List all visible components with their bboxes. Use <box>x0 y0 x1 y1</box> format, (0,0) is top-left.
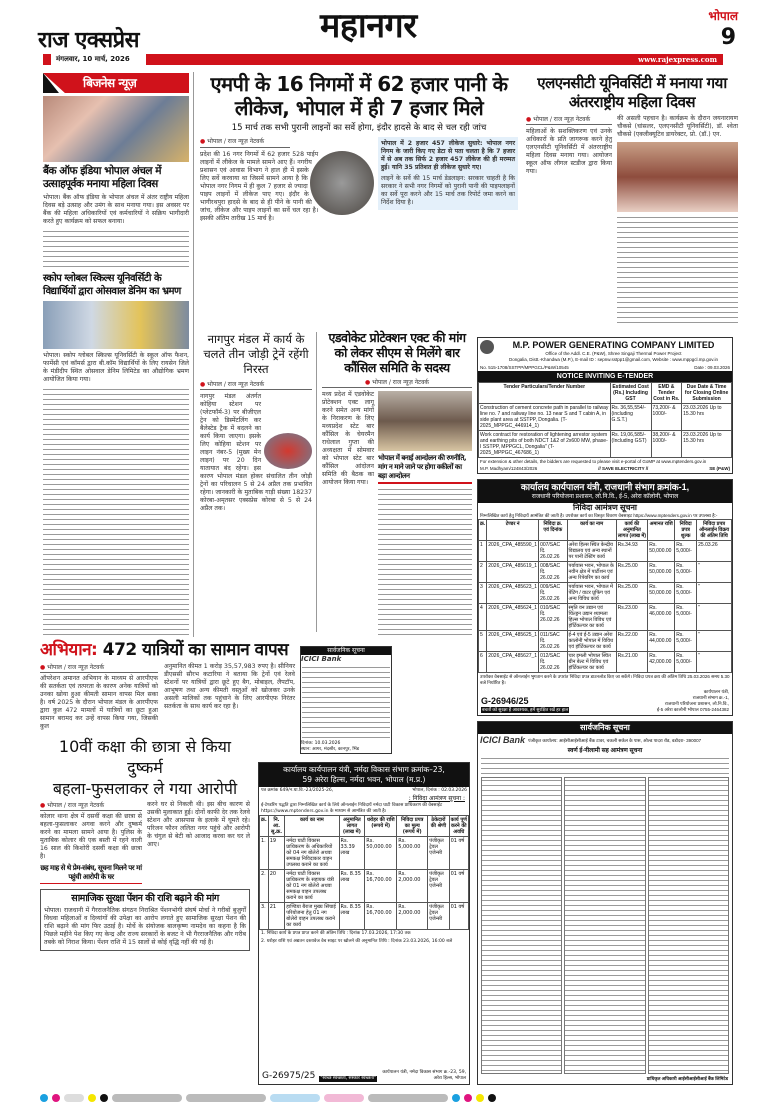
tender-table <box>478 382 732 458</box>
lnct-story <box>526 74 738 326</box>
madhyam-ref: M.P. Madhyam/124843/2026 <box>480 466 538 471</box>
ad-code: G-26946/25 <box>481 696 529 706</box>
cell: Rs. 50,000.00 <box>648 541 675 562</box>
tender-table <box>478 519 732 673</box>
icici-gold-auction-ad <box>477 721 733 1085</box>
ad-header: सार्वजनिक सूचना <box>478 722 732 734</box>
nagpur-body: नागपुर मंडल अंतर्गत कोहिया स्टेशन पर (प्लेटफॉर्म-3) पर बीजीएल ट्रेन को डिस्मेंटलिंग कर बैलेस्टेड ट्रैक में बदलने का कार्य किया जाएगा। इसके लिए कोहिया स्टेशन पर लाइन नंबर-5 (मुख्य मेन लाइन) पर 20 दिन यातायात बंद रहेगा। इस कारण भोपाल मंडल होकर संचालित तीन जोड़ी ट्रेनों का परिचालन 5 से 24 अप्रैल तक प्रभावित रहेगा। जानकारी के मुताबिक गाड़ी संख्या 18237 कोरबा-अमृतसर एक्सप्रेस कोरबा से 5 से 24 अप्रैल तक। <box>200 393 312 512</box>
col-header: अमानत राशि <box>648 520 675 541</box>
col-header: निविदा प्रपत्र ऑनलाईन विक्रय की अंतिम तिथि <box>697 520 732 541</box>
tender-table <box>259 815 469 930</box>
headline-prefix: अभियान: <box>40 640 98 660</box>
table-row <box>479 431 732 458</box>
crime-story <box>40 736 250 884</box>
cell: Rs. 5,000/- <box>675 562 697 583</box>
text-block <box>378 487 472 636</box>
cell: Rs.34.93 <box>616 541 648 562</box>
lnct-headline: एलएनसीटी यूनिवर्सिटी में मनाया गया अंतरराष्ट्रीय महिला दिवस <box>537 74 727 111</box>
nagpur-headline: नागपुर मंडल में कार्य के चलते तीन जोड़ी ट्रेनें रहेंगी निरस्त <box>203 332 309 376</box>
cell: 2 <box>479 562 487 583</box>
ref-number: पत्र क्रमांक 649/न.घा.वि.-23/2025-26, <box>261 788 334 793</box>
cell: 01 वर्ष <box>449 837 468 870</box>
byline: ● भोपाल / राज न्यूज़ नेटवर्क <box>40 663 158 673</box>
cell: 4 <box>479 604 487 631</box>
office-line: Office of the Addl. C.E. (P&W), Shree Singaji Thermal Power Project <box>545 351 682 356</box>
cell: Rs. 19,06,585/- (Including GST) <box>610 431 651 458</box>
advocate-body: मध्य प्रदेश में एडवोकेट प्रोटेक्शन एक्ट लागू करने समेत अन्य मांगों के निराकरण के लिए मध्यप्रदेश स्टेट बार कौंसिल के चेयरमैन राधेलाल गुप्ता की अध्यक्षता में सोमवार को भोपाल स्टेट बार कौंसिल आंदोलन समिति की बैठक का आयोजन किया गया। <box>322 391 374 486</box>
signatory: राजधानी संभाग क्र.-1, <box>692 695 729 700</box>
cell: 01 वर्ष <box>449 903 468 930</box>
col-header: क्र. <box>479 520 487 541</box>
notice-address: राजधानी परियोजना प्रशासन, लो.नि.वि., ई-5, अरेरा कॉलोनी, भोपाल <box>531 494 679 500</box>
col-header: टेण्डर नं <box>487 520 539 541</box>
text-block <box>43 229 189 269</box>
icici-logo: ICICI Bank <box>480 735 526 745</box>
cell: Rs.22.00 <box>616 631 648 652</box>
cell: पर्यावास भवन, भोपाल के नवीन क्षेत्र में पार्टीशन एवं अन्य रिपेयरिंग का कार्य <box>567 562 616 583</box>
cell: 012/SAC दि. 26.02.26 <box>539 652 567 673</box>
footer-note: For extension & other details, the bidders are requested to please visit e-portal of GoMP at www.mptenders.gov.in <box>480 459 707 464</box>
office-line: पंजीकृत कार्यालय: आईसीआईसीआई बैंक टावर, चकली सर्कल के पास, ओल्ड पादरा रोड, वडोदरा- 390007 <box>528 737 702 743</box>
cell: पंजीकृत ट्रेवल एजेन्सी <box>428 837 449 870</box>
cell: Rs. 5,000/- <box>675 604 697 631</box>
cell: Rs. 2,000.00 <box>397 903 428 930</box>
col-header: ठेकेदारों की श्रेणी <box>428 816 449 837</box>
lnct-body-cont: की असली पहचान है। कार्यक्रम के दौरान जयनारायण चौकसे (चांसलर, एलएनसीटी यूनिवर्सिटी), डॉ. श्वेता चौकसे (एक्जीक्यूटिव डायरेक्टर, प्रो. (डॉ.) एन. <box>617 115 738 138</box>
cell: 38,200/- & 1000/- <box>651 431 682 458</box>
cell: स्मृति वन उद्यान एवं चिल्ड्रन उद्यान श्यामला हिल्स भोपाल विविध एवं हॉर्टिकल्चर का कार्य <box>567 604 616 631</box>
tagline: "स्वच्छ स्वच्छता, संस्कार स्वच्छता" <box>320 1076 377 1081</box>
sidebar-point: लाइनें के सर्वे की 15 मार्च डेडलाइन: सरकार चाहती है कि सरकार ने सभी नगर निगमों को पुरानी पानी की पाइपलाइनों का सर्वे पूरा करने और 15 मार्च तक रिपोर्ट जमा करने का निर्देश दिया है। <box>381 175 515 206</box>
abhiyan-body: अनुमानित कीमत 1 करोड़ 35,57,983 रुपए है। सीनियर डीएससी सौरभ कटारिया ने बताया कि ट्रेनों एवं रेलवे स्टेशनों पर यात्रियों द्वारा छूटे हुए बैग, मोबाइल, लैपटॉप, आभूषण तथा अन्य कीमती वस्तुओं को खोजकर उनके असली मालिकों तक पहुंचाने के लिए आरपीएफ निरंतर सतर्कता के साथ कार्य कर रहा है। <box>164 663 295 710</box>
signatory: SE (P&W) <box>709 466 730 471</box>
col-header: Estimated Cost (Rs.) Including GST <box>610 383 651 404</box>
mppgcl-logo-icon <box>480 340 494 354</box>
cell: पंजीकृत ट्रेवल एजेन्सी <box>428 870 449 903</box>
crime-body: कोलार थाना क्षेत्र में दसवीं कक्षा की छात्रा से बहला-फुसलाकर अगवा करने और दुष्कर्म करने का मामला सामने आया है। पुलिस के मुताबिक कोलार की एक बस्ती में रहने वाली 16 साल की किशोरी दसवीं कक्षा की छात्रा है। <box>40 813 142 860</box>
cell: Rs. 50,000.00 <box>365 837 397 870</box>
cell: Rs.25.00 <box>616 562 648 583</box>
advocate-headline: एडवोकेट प्रोटेक्शन एक्ट की मांग को लेकर सीएम से मिलेंगे बार कौंसिल समिति के सदस्य <box>328 330 466 375</box>
nagpur-story <box>200 332 312 513</box>
col-header: नि. आ. सू.क्र. <box>268 816 285 837</box>
cell: 2026_CPA_485624_1 <box>487 604 539 631</box>
cell: 009/SAC दि. 26.02.26 <box>539 583 567 604</box>
company-name: M.P. POWER GENERATING COMPANY LIMITED <box>512 340 715 350</box>
byline: ● भोपाल / राज न्यूज़ नेटवर्क <box>322 378 472 388</box>
notice-intro: निम्नलिखित कार्य हेतु निविदायें आमंत्रित की जाती है। उपरोक्त कार्य का विस्तृत विवरण वेबसाइट https://www.mptenders.gov.in पर उपलब्ध है:- <box>480 513 718 518</box>
cell: Rs. 50,000.00 <box>648 562 675 583</box>
cell: 1. <box>260 837 269 870</box>
narmada-tender-ad <box>258 762 470 1085</box>
lnct-body: महिलाओं के सशक्तिकरण एवं उनके अधिकारों के प्रति जागरूक करने हेतु एलएनसीटी यूनिवर्सिटी में अंतरराष्ट्रीय महिला दिवस मनाया गया। आयोजन स्कूल ऑफ लीगल स्टडीज द्वारा किया गया। <box>526 128 612 175</box>
icici-logo: ICICI Bank <box>301 655 342 663</box>
col-header: कार्य का नाम <box>567 520 616 541</box>
abhiyan-headline <box>40 640 295 661</box>
cell: 2. <box>260 870 269 903</box>
headline-line: बहला-फुसलाकर ले गया आरोपी <box>52 779 238 798</box>
text-block <box>43 387 189 636</box>
pension-headline: सामाजिक सुरक्षा पेंशन की राशि बढ़ाने की मांग <box>71 893 219 904</box>
lead-sidebar-box <box>378 137 518 210</box>
notice-title: NOTICE INVITING E-TENDER <box>478 371 732 382</box>
cell: Rs.25.00 <box>616 583 648 604</box>
col-header: Tender Particulars/Tender Number <box>479 383 611 404</box>
article-title: बैंक ऑफ इंडिया भोपाल अंचल में उत्साहपूर्वक मनाया महिला दिवस <box>43 165 161 190</box>
headline-line: 10वीं कक्षा की छात्रा से किया दुष्कर्म <box>58 737 232 777</box>
header-bar <box>146 54 723 65</box>
headline-text: 472 यात्रियों का सामान वापस <box>102 640 289 660</box>
cell: Rs. 5,000/- <box>675 631 697 652</box>
table-row <box>479 562 732 583</box>
students-photo <box>43 301 189 349</box>
lead-subtitle: 15 मार्च तक सभी पुरानी लाइनों का सर्वे होगा, इंदौर हादसे के बाद से चल रही जांच <box>231 123 487 133</box>
ad-date: दिनांक: 10.03.2026 <box>301 741 341 746</box>
icici-small-ad <box>300 646 392 754</box>
cell: 2026_CPA_485627_1 <box>487 652 539 673</box>
ads-column <box>477 337 733 1085</box>
column-divider <box>316 332 317 632</box>
cell: Rs. 33.39 लाख <box>339 837 365 870</box>
cell: पंजीकृत ट्रेवल एजेन्सी <box>428 903 449 930</box>
cell: ई-4 एवं ई-5 उद्यान अरेरा कालोनी भोपाल में विविध एवं हॉर्टिकल्चर का कार्य <box>567 631 616 652</box>
women-day-photo <box>43 96 189 162</box>
advocate-story <box>322 330 472 636</box>
cell: " <box>697 562 732 583</box>
cell: Work contract for restoration of lightening arrestor system and earthing pits of both NDCT 1&2 of 2x600 MW, phase-I SSTPP, MPPGCL, Dongalia" (T-2025_MPPGC_467686_1) <box>479 431 611 458</box>
col-header: कार्य का नाम <box>285 816 339 837</box>
pension-box <box>40 889 250 951</box>
ad-code: G-26975/25 <box>262 1071 316 1081</box>
cell: 2026_CPA_485623_1 <box>487 583 539 604</box>
cell: पर्यावास भवन, भोपाल में पेंटिंग / वाटर प्रूफिंग एवं अन्य विविध कार्य <box>567 583 616 604</box>
note: 1. निविदा कार्य के प्रपत्र प्राप्त करने की अंतिम तिथि : दिनांक 17.03.2026, 17:30 तक <box>261 931 411 936</box>
lead-story <box>200 72 518 328</box>
advocate-subhead: भोपाल में बनाई आन्दोलन की रणनीति, मांग न माने जाने पर होगा वकीलों का बड़ा आन्दोलन <box>378 454 472 484</box>
col-header: धरोहर की राशि (रूपये में) <box>365 816 397 837</box>
business-column <box>43 73 189 636</box>
abhiyan-body: ऑपरेशन अमानत अभियान के माध्यम से आरपीएफ की सतर्कता एवं तत्परता के कारण अनेक यात्रियों को उनका खोया हुआ कीमती सामान वापस मिल सका है। वर्ष 2025 के दौरान भोपाल मंडल के आरपीएफ द्वारा कुल 472 मामलों में यात्रियों का छूटा हुआ सामान बरामद कर उन्हें वापस किया गया, जिसकी कुल <box>40 675 158 730</box>
pipe-photo <box>310 151 374 215</box>
cell: 21 <box>268 903 285 930</box>
business-banner <box>43 73 189 93</box>
col-header: निविदा क्र. एवं दिनांक <box>539 520 567 541</box>
note: 2. धरोहर राशि एवं अद्यतन दस्तावेज वेब साइट पर खोलने की अनुमानित तिथि : दिनांक 23.03.2026, 16:00 बजे <box>261 939 453 944</box>
notice-address: 59 अरेरा हिल्स, नर्मदा भवन, भोपाल (म.प्र.) <box>302 775 426 784</box>
byline: ● भोपाल / राज न्यूज़ नेटवर्क <box>40 801 142 811</box>
cell: Rs. 50,000.00 <box>648 583 675 604</box>
cell: Rs. 5,000.00 <box>397 837 428 870</box>
cell: 23.03.2026 Up to 15.30 hrs <box>682 404 732 431</box>
cell: Rs. 42,000.00 <box>648 652 675 673</box>
cell: चार इमली भोपाल स्थित ग्रीन बेल्ट में विविध एवं हॉर्टिकल्चर का कार्य <box>567 652 616 673</box>
col-header: निविदा प्रपत्र शुल्क <box>675 520 697 541</box>
cell: 01 वर्ष <box>449 870 468 903</box>
table-row <box>260 903 469 930</box>
byline: ● भोपाल / राज न्यूज़ नेटवर्क <box>526 115 612 125</box>
divider <box>200 147 290 148</box>
lead-headline: एमपी के 16 निगमों में 62 हजार पानी के लीकेज, भोपाल में ही 7 हजार मिले <box>210 72 508 120</box>
signatory: ई-5 अरेरा कालोनी भोपाल 0755-2464382 <box>656 707 729 712</box>
col-header: क्र. <box>260 816 269 837</box>
cell: 25.03.26 <box>697 541 732 562</box>
column-divider <box>193 72 194 637</box>
cell: Rs. 5,000/- <box>675 583 697 604</box>
date-marker <box>43 54 51 65</box>
cell: " <box>697 631 732 652</box>
signatory: राजधानी परियोजना प्रशासन, लो.नि.वि., <box>664 701 729 706</box>
cell: Rs. 8.35 लाख <box>339 903 365 930</box>
cell: नर्मदा घाटी विकास प्राधिकरण के सहायक यंत्री को 01 नग बोलेरो अथवा समकक्ष वाहन उपलब्ध कराने का कार्य <box>285 870 339 903</box>
cell: Rs.21.00 <box>616 652 648 673</box>
lead-body-wrap <box>200 151 374 223</box>
ad-place: स्थान: आगर, मंदसौर, कानपुर, भिंड <box>301 747 360 752</box>
cell: " <box>697 583 732 604</box>
cell: " <box>697 652 732 673</box>
footer-note: उपरोक्त वेबसाईट से ऑनलाईन भुगतान करने के उपरांत निविदा प्रपत्र डाउनलोड किए जा सकेंगे। निविदा प्रपत्र क्रय की अंतिम तिथि 25.03.2026 समय 5.30 बजे निर्धारित है। <box>480 674 730 685</box>
col-header: Due Date & Time for Closing Online Submission <box>682 383 732 404</box>
cell: Rs. 46,000.00 <box>648 604 675 631</box>
cell: 2026_CPA_485590_1 <box>487 541 539 562</box>
text-block <box>617 215 738 326</box>
notice-title: निविदा आमंत्रण सूचना <box>573 503 637 512</box>
cell: Rs. 44,000.00 <box>648 631 675 652</box>
cell: Rs. 5,000/- <box>675 541 697 562</box>
notice-office: कार्यालय कार्यपालन यंत्री, नर्मदा विकास संभाग क्रमांक–23, <box>283 765 445 774</box>
table-row <box>479 604 732 631</box>
business-banner-label: बिजनेस न्यूज़ <box>83 76 137 90</box>
table-row <box>479 583 732 604</box>
ad-title: स्वर्ण ई-नीलामी सह आमंत्रण सूचना <box>567 748 643 754</box>
cell: 008/SAC दि. 26.02.26 <box>539 562 567 583</box>
cell: 19 <box>268 837 285 870</box>
table-row <box>479 652 732 673</box>
cell: 6 <box>479 652 487 673</box>
cell: 20 <box>268 870 285 903</box>
crime-headline <box>40 736 250 799</box>
website-url: www.rajexpress.com <box>638 55 717 64</box>
city-label: भोपाल <box>708 9 738 23</box>
cell: 23.03.2026 Up to 15.30 hrs <box>682 431 732 458</box>
cell: Rs. 16,700.00 <box>365 870 397 903</box>
bottom-left-column <box>40 640 295 951</box>
article-body: भोपाल। बैंक ऑफ इंडिया के भोपाल अंचल में अंतर राष्ट्रीय महिला दिवस बड़े उत्साह और उमंग के साथ मनाया गया। इस अवसर पर बैंक की महिला अधिकारियों एवं कर्मचारियों ने सक्रिय भागीदारी करते हुए कार्यक्रम को सफल बनाया। <box>43 194 189 225</box>
cell: Rs. 2,000.00 <box>397 870 428 903</box>
cell: अरेरा हिल्स स्थित केन्द्रीय विद्यालय एवं अन्य स्थानों पर पानी टेस्टिंग कार्य <box>567 541 616 562</box>
byline: ● भोपाल / राज न्यूज़ नेटवर्क <box>200 380 312 390</box>
abhiyan-story <box>40 640 295 731</box>
table-row <box>260 837 469 870</box>
cell: Rs.23.00 <box>616 604 648 631</box>
cell: नर्मदा घाटी विकास प्राधिकरण के अधिकारियों को 04 नग बोलेरो अथवा समकक्ष निविदाकार वाहन उपलब्ध कराने का कार्य <box>285 837 339 870</box>
ad-header: सार्वजनिक सूचना <box>301 647 391 655</box>
issue-date: मंगलवार, 10 मार्च, 2026 <box>56 55 130 63</box>
cell: 1 <box>479 541 487 562</box>
section-title: महानगर <box>320 6 417 46</box>
cell: Rs. 5,000/- <box>675 652 697 673</box>
notice-date: भोपाल, दिनांक : 02.03.2026 <box>412 788 467 793</box>
cell: " <box>697 604 732 631</box>
lead-body: प्रदेश की 16 नगर निगमों में 62 हजार 528 पाईप लाइनों में लीकेज के मामले सामने आए हैं। नगरीय प्रशासन एवं आवास विभाग ने हाल ही में इसके लिए सर्वे करवाया था जिसमें सामने आया है कि भोपाल नगर निगम में ही कुल 7 हजार से ज्यादा पाइप लाइनों में लीकेज पाए गए। इंदौर के भागीरथपुरा हादसे के बाद से ही पीने के पानी की जांच, लीकेज और पाइप लाइनों का सर्वे चल रहा है। इसकी अंतिम तारीख 15 मार्च है। <box>200 151 319 222</box>
notice-title: : निविदा आमंत्रण सूचना : <box>408 795 465 802</box>
notice-office: कार्यालय कार्यपालन यंत्री, राजधानी संभाग क्रमांक-1, <box>520 482 690 492</box>
table-row <box>479 541 732 562</box>
tagline: बचतों को सुरक्षा है आवश्यक, हमें सुरक्षित रखें हर हाल <box>482 707 569 712</box>
pull-quote: छह माह से थे प्रेम-संबंध, सूचना मिलने पर मां पहुंची आरोपी के घर <box>40 864 142 884</box>
train-image <box>264 433 312 469</box>
cell: 011/SAC दि. 26.02.26 <box>539 631 567 652</box>
col-header: कार्य पूर्ण करने की अवधि <box>450 817 467 835</box>
col-header: EMD & Tender Cost in Rs. <box>651 383 682 404</box>
cell: 3. <box>260 903 269 930</box>
mppgcl-tender-ad <box>477 337 733 474</box>
table-row <box>479 404 732 431</box>
notice-intro: ई-टेण्डरिंग पद्धति द्वारा निम्नलिखित कार्य के लिये ऑनलाईन निविदायें नर्मदा घाटी विकास प्राधिकरण की वेबसाईट https://www.mptenders.gov.in के माध्यम से आमंत्रित की जाती है। <box>261 803 443 814</box>
save-electricity: // SAVE ELECTRICITY // <box>598 466 649 471</box>
article-title: स्कोप ग्लोबल स्किल्स यूनिवर्सिटी के विद्यार्थियों द्वारा ओसवाल डेनिम का भ्रमण <box>43 273 181 297</box>
ref-number: No. 515-1708/SSTPP/MPPGCL/P&W/10545 <box>480 365 569 370</box>
page-number: 9 <box>720 25 736 50</box>
print-registration-marks <box>40 1094 496 1102</box>
cell: 010/SAC दि. 26.02.26 <box>539 604 567 631</box>
col-header: अनुमानित लागत (लाख में) <box>339 816 365 837</box>
cell: 73,200/- & 1000/- <box>651 404 682 431</box>
col-header: कार्य की अनुमानित लागत (लाख में) <box>617 521 647 539</box>
byline: ● भोपाल / राज न्यूज़ नेटवर्क <box>200 137 374 146</box>
cell: Rs. 16,700.00 <box>365 903 397 930</box>
cell: हाण्डिया बैराज मुख्य सिंचाई परियोजना हेतु 01 नग बोलेरो वाहन उपलब्ध कराने का कार्य <box>285 903 339 930</box>
sidebar-point: भोपाल में 2 हजार 457 लीकेज सुधारे: भोपाल नगर निगम के जारी किए गए डेटा से पता चलता है कि 7 हजार में से अब तक सिर्फ 2 हजार 457 लीकेज की ही मरम्मत हुई। यानि 35 प्रतिशत ही लीकेज सुधारे गए। <box>381 140 515 171</box>
paper-logo: राज एक्सप्रेस <box>38 28 139 53</box>
signatory: प्राधिकृत अधिकारी आईसीआईसीआई बैंक लिमिटेड <box>646 1076 728 1081</box>
col-header: निविदा प्रपत्र का मूल्य (रूपये में) <box>397 816 428 837</box>
lnct-photo <box>617 142 738 212</box>
notice-date: Date : 09.03.2026 <box>694 365 730 370</box>
cell: 5 <box>479 631 487 652</box>
address-line: Dongalia, Distt.-Khandwa (M.P.), E-mail ID : sepnw.sstpp1@gmail.com, Website : www.mppgcl.mp.gov.in <box>509 357 718 362</box>
cell: Construction of cement concrete path in parallel to railway line no. 7 and railway line no. 13 near S and T cabin A, in side plant area at SSTPP, Dongalia. (T-2025_MPPGC_446914_1) <box>480 405 609 429</box>
cell: 3 <box>479 583 487 604</box>
crime-body: करने घर से निकली थी। इस बीच कारण से उसकी मुलाकात हुई। दोनों काफी देर तक रेलवे स्टेशन और आसपास के इलाके में घूमते रहे। परिजन फौरन ललिता नगर पहुंचे और आरोपी के चंगुल से बेटी को आजाद करवा कर घर ले आए। <box>147 801 250 848</box>
cell: 007/SAC दि. 26.02.26 <box>539 541 567 562</box>
signatory: कार्यपालन यंत्री, नर्मदा विकास संभाग क्र.-23, 59, अरेरा हिल्स, भोपाल <box>382 1070 466 1081</box>
cell: Rs. 8.35 लाख <box>339 870 365 903</box>
signatory: कार्यपालन यंत्री, <box>703 689 729 694</box>
table-row <box>479 631 732 652</box>
article-body: भोपाल। स्कोप ग्लोबल स्किल्स यूनिवर्सिटी के स्कूल ऑफ फैशन, फार्मेसी एवं कॉमर्स द्वारा बी.कॉम विद्यार्थियों के लिए रायसेन जिले के मंडीदीप स्थित ओसवाल डेनिम लिमिटेड का औद्योगिक भ्रमण आयोजित किया गया। <box>43 352 189 383</box>
pension-body: भोपाल। राजधानी में गैरराजनैतिक संगठन निराश्रित पेंशनभोगी संघर्ष मोर्चा ने गरीबों बुजुर्गों विधवा महिलाओं व दिव्यांगों की उपेक्षा का आरोप लगाते हुए सामाजिक सुरक्षा पेंशन की राशि बढ़ाने की मांग फिर उठाई है। मोर्चे के संयोजक बालकृष्ण नामदेव का कहना है कि पिछले महीने पेश किए गए केन्द्र और राज्य सरकारों के बजट ने भी गैरराजनैतिक और गरीब तबके को निराश किया। पेंशन राशि में 15 सालों से कोई वृद्धि नहीं की गई है। <box>44 907 246 946</box>
cell: Rs. 36,55,554/- (including G.S.T.) <box>610 404 651 431</box>
cell: 2026_CPA_485625_1 <box>487 631 539 652</box>
rajdhani-tender-ad <box>477 479 733 716</box>
cell: 2026_CPA_485619_1 <box>487 562 539 583</box>
table-row <box>260 870 469 903</box>
meeting-photo <box>378 391 472 451</box>
